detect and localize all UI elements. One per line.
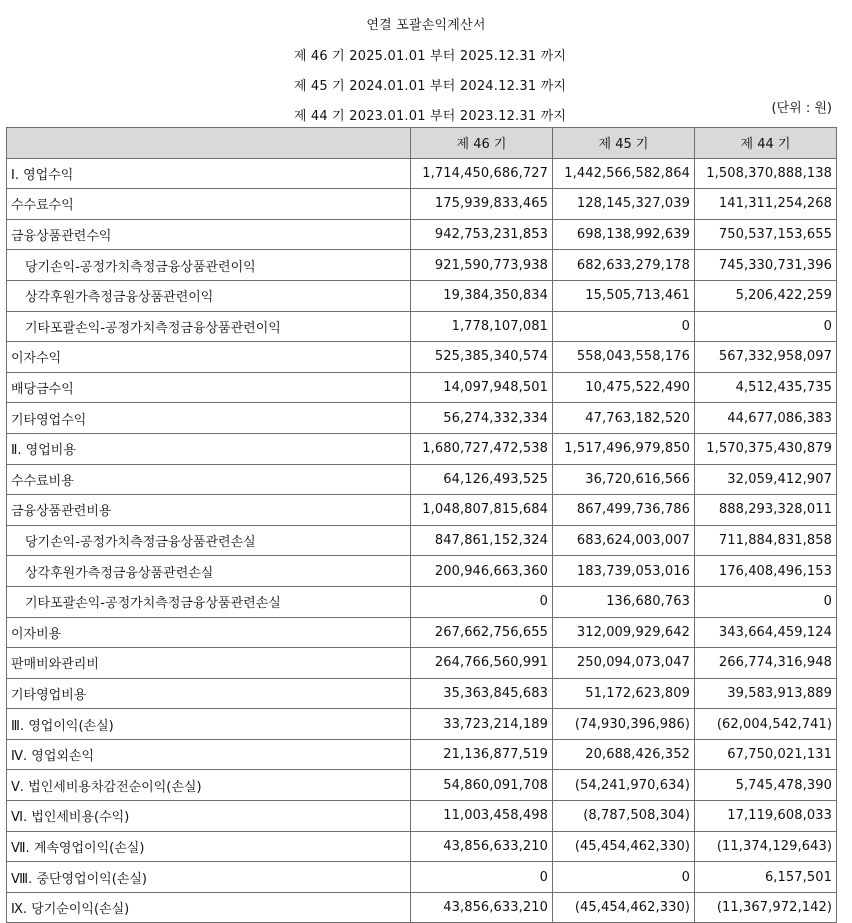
row-label: 기타포괄손익-공정가치측정금융상품관련손실 — [7, 586, 411, 617]
value-period-44: 343,664,459,124 — [695, 617, 837, 648]
row-label: Ⅱ. 영업비용 — [7, 433, 411, 464]
value-period-46: 175,939,833,465 — [411, 189, 553, 220]
column-header-period-44: 제 44 기 — [695, 128, 837, 159]
table-row — [7, 433, 837, 464]
value-period-44: 44,677,086,383 — [695, 403, 837, 434]
table-row — [7, 250, 837, 281]
table-row — [7, 801, 837, 832]
value-period-46: 54,860,091,708 — [411, 770, 553, 801]
value-period-45: 558,043,558,176 — [553, 342, 695, 373]
row-label: Ⅵ. 법인세비용(수익) — [7, 801, 411, 832]
value-period-44: 567,332,958,097 — [695, 342, 837, 373]
table-row — [7, 586, 837, 617]
row-label: 금융상품관련수익 — [7, 219, 411, 250]
period-line-45: 제 45 기 2024.01.01 부터 2024.12.31 까지 — [293, 79, 567, 94]
value-period-45: (74,930,396,986) — [553, 709, 695, 740]
value-period-45: 20,688,426,352 — [553, 739, 695, 770]
value-period-45: 0 — [553, 862, 695, 893]
value-period-45: 312,009,929,642 — [553, 617, 695, 648]
row-label: Ⅳ. 영업외손익 — [7, 739, 411, 770]
table-row — [7, 770, 837, 801]
value-period-44: 1,508,370,888,138 — [695, 158, 837, 189]
table-header-row — [7, 128, 837, 159]
value-period-44: 1,570,375,430,879 — [695, 433, 837, 464]
row-label: 판매비와관리비 — [7, 648, 411, 679]
value-period-46: 43,856,633,210 — [411, 831, 553, 862]
table-row — [7, 556, 837, 587]
value-period-44: 888,293,328,011 — [695, 495, 837, 526]
value-period-44: 67,750,021,131 — [695, 739, 837, 770]
row-label: 기타포괄손익-공정가치측정금융상품관련이익 — [7, 311, 411, 342]
row-label: Ⅷ. 중단영업이익(손실) — [7, 862, 411, 893]
table-row — [7, 831, 837, 862]
value-period-46: 56,274,332,334 — [411, 403, 553, 434]
value-period-44: 0 — [695, 586, 837, 617]
value-period-45: 10,475,522,490 — [553, 372, 695, 403]
table-row — [7, 617, 837, 648]
table-row — [7, 372, 837, 403]
value-period-44: 32,059,412,907 — [695, 464, 837, 495]
income-statement-table — [6, 127, 837, 923]
row-label: 수수료수익 — [7, 189, 411, 220]
value-period-44: (62,004,542,741) — [695, 709, 837, 740]
value-period-44: 266,774,316,948 — [695, 648, 837, 679]
value-period-45: 682,633,279,178 — [553, 250, 695, 281]
value-period-46: 942,753,231,853 — [411, 219, 553, 250]
table-row — [7, 158, 837, 189]
value-period-45: 1,442,566,582,864 — [553, 158, 695, 189]
value-period-45: (45,454,462,330) — [553, 831, 695, 862]
value-period-46: 267,662,756,655 — [411, 617, 553, 648]
value-period-45: 51,172,623,809 — [553, 678, 695, 709]
value-period-46: 43,856,633,210 — [411, 892, 553, 923]
table-body — [7, 158, 837, 923]
table-row — [7, 739, 837, 770]
table-row — [7, 342, 837, 373]
value-period-45: 1,517,496,979,850 — [553, 433, 695, 464]
value-period-45: 683,624,003,007 — [553, 525, 695, 556]
row-label: 상각후원가측정금융상품관련손실 — [7, 556, 411, 587]
row-label: 수수료비용 — [7, 464, 411, 495]
value-period-44: 141,311,254,268 — [695, 189, 837, 220]
table-row — [7, 311, 837, 342]
value-period-44: 0 — [695, 311, 837, 342]
value-period-44: 17,119,608,033 — [695, 801, 837, 832]
statement-header — [0, 0, 852, 127]
table-row — [7, 219, 837, 250]
row-label: 배당금수익 — [7, 372, 411, 403]
value-period-44: 6,157,501 — [695, 862, 837, 893]
value-period-45: 698,138,992,639 — [553, 219, 695, 250]
value-period-46: 21,136,877,519 — [411, 739, 553, 770]
value-period-44: 5,745,478,390 — [695, 770, 837, 801]
value-period-45: 136,680,763 — [553, 586, 695, 617]
value-period-46: 35,363,845,683 — [411, 678, 553, 709]
period-line-46: 제 46 기 2025.01.01 부터 2025.12.31 까지 — [293, 49, 567, 64]
value-period-44: 176,408,496,153 — [695, 556, 837, 587]
value-period-45: (54,241,970,634) — [553, 770, 695, 801]
row-label: 상각후원가측정금융상품관련이익 — [7, 280, 411, 311]
value-period-46: 64,126,493,525 — [411, 464, 553, 495]
value-period-44: 711,884,831,858 — [695, 525, 837, 556]
value-period-46: 0 — [411, 862, 553, 893]
table-row — [7, 709, 837, 740]
value-period-45: (45,454,462,330) — [553, 892, 695, 923]
table-row — [7, 495, 837, 526]
column-header-period-45: 제 45 기 — [553, 128, 695, 159]
value-period-46: 200,946,663,360 — [411, 556, 553, 587]
value-period-45: 128,145,327,039 — [553, 189, 695, 220]
value-period-46: 1,048,807,815,684 — [411, 495, 553, 526]
row-label: Ⅲ. 영업이익(손실) — [7, 709, 411, 740]
value-period-46: 1,714,450,686,727 — [411, 158, 553, 189]
value-period-46: 11,003,458,498 — [411, 801, 553, 832]
row-label: 기타영업수익 — [7, 403, 411, 434]
value-period-44: 4,512,435,735 — [695, 372, 837, 403]
value-period-46: 1,680,727,472,538 — [411, 433, 553, 464]
value-period-44: 745,330,731,396 — [695, 250, 837, 281]
value-period-45: 250,094,073,047 — [553, 648, 695, 679]
value-period-44: 39,583,913,889 — [695, 678, 837, 709]
column-header-label — [7, 128, 411, 159]
value-period-44: 750,537,153,655 — [695, 219, 837, 250]
row-label: 금융상품관련비용 — [7, 495, 411, 526]
row-label: Ⅸ. 당기순이익(손실) — [7, 892, 411, 923]
value-period-44: (11,367,972,142) — [695, 892, 837, 923]
value-period-46: 1,778,107,081 — [411, 311, 553, 342]
table-row — [7, 892, 837, 923]
value-period-45: 15,505,713,461 — [553, 280, 695, 311]
row-label: Ⅶ. 계속영업이익(손실) — [7, 831, 411, 862]
table-row — [7, 464, 837, 495]
row-label: 당기손익-공정가치측정금융상품관련이익 — [7, 250, 411, 281]
value-period-45: 867,499,736,786 — [553, 495, 695, 526]
value-period-46: 19,384,350,834 — [411, 280, 553, 311]
value-period-44: (11,374,129,643) — [695, 831, 837, 862]
table-row — [7, 678, 837, 709]
statement-title: 연결 포괄손익계산서 — [366, 18, 486, 33]
value-period-46: 847,861,152,324 — [411, 525, 553, 556]
value-period-46: 33,723,214,189 — [411, 709, 553, 740]
row-label: 이자비용 — [7, 617, 411, 648]
value-period-46: 921,590,773,938 — [411, 250, 553, 281]
value-period-45: (8,787,508,304) — [553, 801, 695, 832]
value-period-46: 14,097,948,501 — [411, 372, 553, 403]
value-period-45: 47,763,182,520 — [553, 403, 695, 434]
value-period-45: 36,720,616,566 — [553, 464, 695, 495]
row-label: 기타영업비용 — [7, 678, 411, 709]
table-row — [7, 648, 837, 679]
row-label: 당기손익-공정가치측정금융상품관련손실 — [7, 525, 411, 556]
row-label: Ⅴ. 법인세비용차감전순이익(손실) — [7, 770, 411, 801]
table-row — [7, 189, 837, 220]
value-period-45: 183,739,053,016 — [553, 556, 695, 587]
value-period-46: 525,385,340,574 — [411, 342, 553, 373]
period-line-44: 제 44 기 2023.01.01 부터 2023.12.31 까지 — [293, 109, 567, 124]
value-period-44: 5,206,422,259 — [695, 280, 837, 311]
value-period-45: 0 — [553, 311, 695, 342]
table-row — [7, 403, 837, 434]
table-row — [7, 280, 837, 311]
value-period-46: 264,766,560,991 — [411, 648, 553, 679]
table-row — [7, 525, 837, 556]
table-row — [7, 862, 837, 893]
row-label: Ⅰ. 영업수익 — [7, 158, 411, 189]
column-header-period-46: 제 46 기 — [411, 128, 553, 159]
row-label: 이자수익 — [7, 342, 411, 373]
value-period-46: 0 — [411, 586, 553, 617]
unit-label: (단위 : 원) — [771, 101, 832, 116]
